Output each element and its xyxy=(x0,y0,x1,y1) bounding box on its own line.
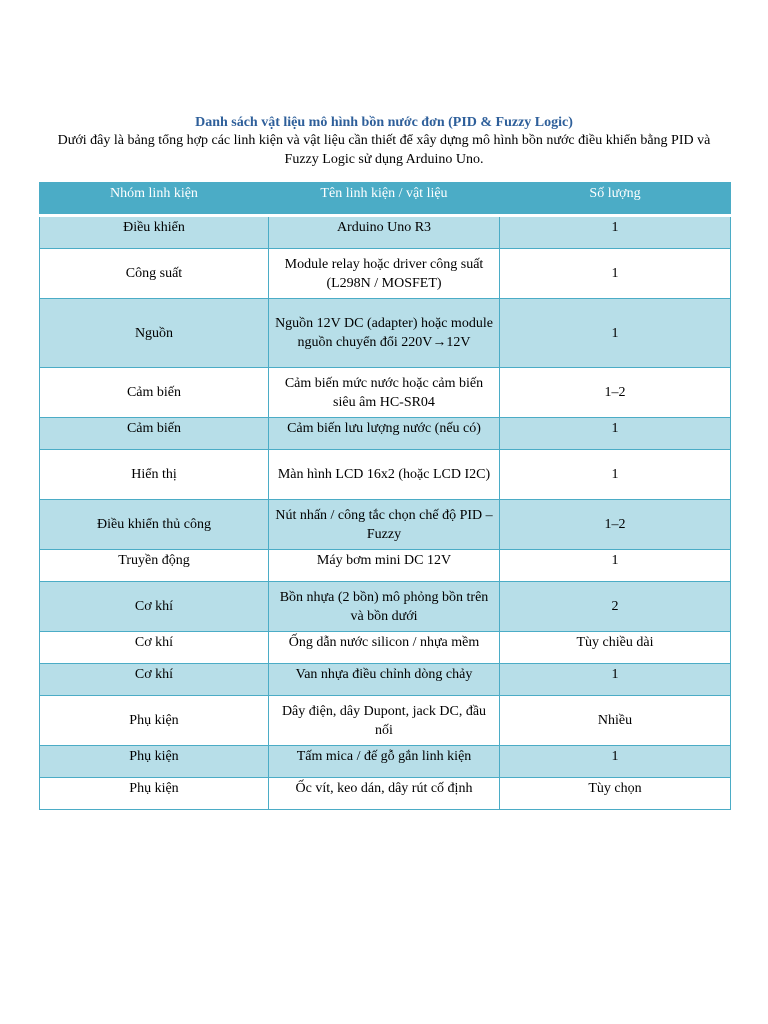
cell-group: Cơ khí xyxy=(40,664,269,696)
materials-table xyxy=(39,182,731,810)
cell-quantity: 1–2 xyxy=(500,368,731,418)
table-row xyxy=(40,582,731,632)
cell-quantity: 1 xyxy=(500,664,731,696)
cell-quantity: 1 xyxy=(500,418,731,450)
cell-group: Hiển thị xyxy=(40,450,269,500)
cell-group: Điều khiển thủ công xyxy=(40,500,269,550)
cell-item-name: Van nhựa điều chỉnh dòng chảy xyxy=(269,664,500,696)
table-row xyxy=(40,550,731,582)
cell-group: Nguồn xyxy=(40,299,269,368)
table-row xyxy=(40,664,731,696)
cell-quantity: 1 xyxy=(500,216,731,249)
cell-group: Phụ kiện xyxy=(40,746,269,778)
cell-quantity: Nhiều xyxy=(500,696,731,746)
table-row xyxy=(40,746,731,778)
cell-item-name: Ống dẫn nước silicon / nhựa mềm xyxy=(269,632,500,664)
cell-quantity: 1 xyxy=(500,550,731,582)
header-item-name: Tên linh kiện / vật liệu xyxy=(269,183,500,216)
cell-group: Truyền động xyxy=(40,550,269,582)
cell-group: Công suất xyxy=(40,249,269,299)
cell-group: Cảm biến xyxy=(40,368,269,418)
cell-quantity: 2 xyxy=(500,582,731,632)
cell-item-name: Tấm mica / đế gỗ gắn linh kiện xyxy=(269,746,500,778)
table-header-row xyxy=(40,183,731,216)
cell-group: Cơ khí xyxy=(40,632,269,664)
cell-quantity: 1 xyxy=(500,249,731,299)
table-row xyxy=(40,216,731,249)
cell-item-name: Màn hình LCD 16x2 (hoặc LCD I2C) xyxy=(269,450,500,500)
cell-group: Cảm biến xyxy=(40,418,269,450)
cell-item-name: Ốc vít, keo dán, dây rút cố định xyxy=(269,778,500,810)
cell-item-name: Module relay hoặc driver công suất (L298N / MOSFET) xyxy=(269,249,500,299)
header-quantity: Số lượng xyxy=(500,183,731,216)
cell-quantity: Tùy chọn xyxy=(500,778,731,810)
cell-item-name: Cảm biến mức nước hoặc cảm biến siêu âm HC-SR04 xyxy=(269,368,500,418)
cell-item-name: Nút nhấn / công tắc chọn chế độ PID – Fuzzy xyxy=(269,500,500,550)
cell-quantity: 1–2 xyxy=(500,500,731,550)
cell-item-name: Bồn nhựa (2 bồn) mô phỏng bồn trên và bồn dưới xyxy=(269,582,500,632)
table-row xyxy=(40,450,731,500)
header-group: Nhóm linh kiện xyxy=(40,183,269,216)
table-row xyxy=(40,299,731,368)
cell-quantity: 1 xyxy=(500,746,731,778)
cell-group: Cơ khí xyxy=(40,582,269,632)
cell-item-name: Cảm biến lưu lượng nước (nếu có) xyxy=(269,418,500,450)
table-row xyxy=(40,249,731,299)
document-title: Danh sách vật liệu mô hình bồn nước đơn (PID & Fuzzy Logic) xyxy=(195,115,573,130)
table-row xyxy=(40,368,731,418)
cell-group: Phụ kiện xyxy=(40,778,269,810)
cell-item-name: Arduino Uno R3 xyxy=(269,216,500,249)
cell-group: Điều khiển xyxy=(40,216,269,249)
table-row xyxy=(40,500,731,550)
table-row xyxy=(40,418,731,450)
document-intro: Dưới đây là bảng tổng hợp các linh kiện và vật liệu cần thiết để xây dựng mô hình bồn nước điều khiển bằng PID và Fuzzy Logic sử dụng Arduino Uno. xyxy=(57,133,711,167)
cell-item-name: Máy bơm mini DC 12V xyxy=(269,550,500,582)
table-row xyxy=(40,632,731,664)
table-row xyxy=(40,778,731,810)
cell-quantity: 1 xyxy=(500,299,731,368)
cell-item-name: Dây điện, dây Dupont, jack DC, đầu nối xyxy=(269,696,500,746)
cell-item-name: Nguồn 12V DC (adapter) hoặc module nguồn chuyển đổi 220V→12V xyxy=(269,299,500,368)
table-row xyxy=(40,696,731,746)
cell-quantity: Tùy chiều dài xyxy=(500,632,731,664)
cell-group: Phụ kiện xyxy=(40,696,269,746)
cell-quantity: 1 xyxy=(500,450,731,500)
